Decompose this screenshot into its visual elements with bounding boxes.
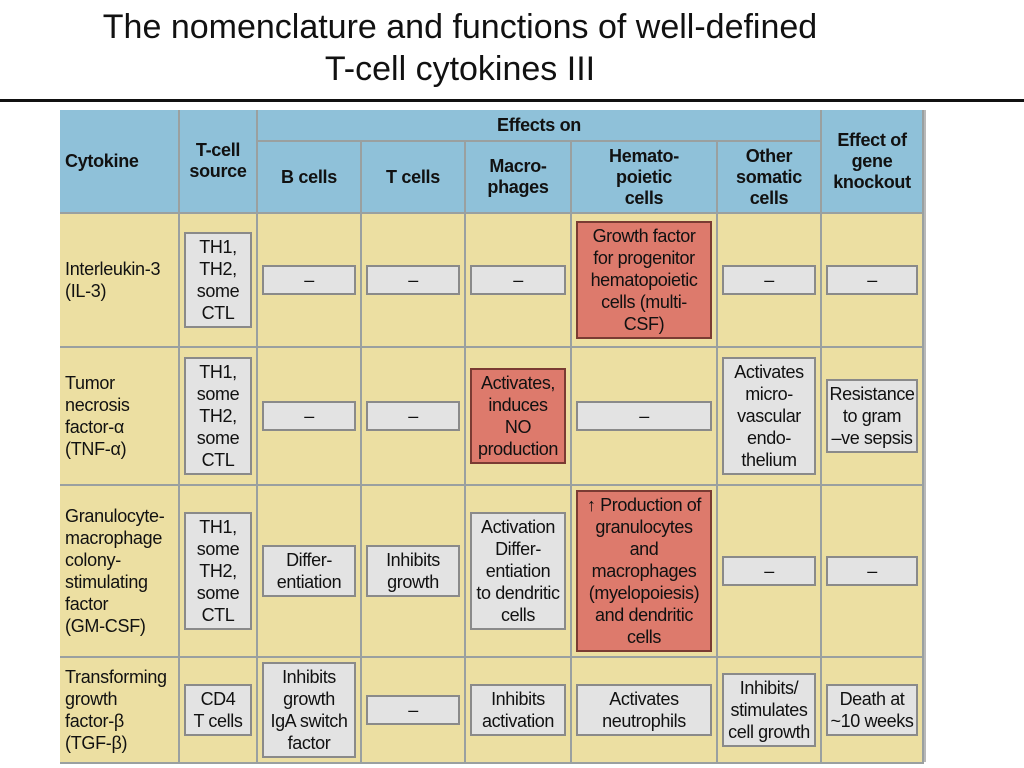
header-effects-on: Effects on: [258, 110, 822, 142]
table-row: [60, 658, 924, 764]
title-line-1: The nomenclature and functions of well-defined: [102, 8, 818, 46]
title-line-2: T-cell cytokines III: [324, 50, 596, 88]
cell-hematopoietic: Growth factor for progenitor hematopoietic cells (multi- CSF): [576, 221, 712, 339]
cell-source: CD4 T cells: [184, 684, 252, 736]
cell-knockout: –: [826, 265, 918, 295]
cell-other-somatic: –: [722, 265, 816, 295]
row-cytokine-label: Tumor necrosis factor-α (TNF-α): [60, 348, 180, 486]
cell-macrophages: Activation Differ- entiation to dendritic cells: [470, 512, 566, 630]
cell-t-cells: Inhibits growth: [366, 545, 460, 597]
cell-t-cells: –: [366, 695, 460, 725]
cell-hematopoietic: Activates neutrophils: [576, 684, 712, 736]
header-other-somatic: Other somatic cells: [718, 142, 822, 214]
row-cytokine-label: Interleukin-3 (IL-3): [60, 214, 180, 348]
row-cytokine-label: Transforming growth factor-β (TGF-β): [60, 658, 180, 764]
table-row: [60, 486, 924, 658]
header-cytokine: Cytokine: [60, 110, 180, 214]
cell-source: TH1, TH2, some CTL: [184, 232, 252, 328]
cell-other-somatic: Activates micro- vascular endo- thelium: [722, 357, 816, 475]
table-row: [60, 214, 924, 348]
cell-source: TH1, some TH2, some CTL: [184, 357, 252, 475]
cell-b-cells: –: [262, 401, 356, 431]
cell-knockout: Resistance to gram –ve sepsis: [826, 379, 918, 453]
cell-t-cells: –: [366, 401, 460, 431]
cell-hematopoietic: –: [576, 401, 712, 431]
cell-source: TH1, some TH2, some CTL: [184, 512, 252, 630]
header-hematopoietic: Hemato- poietic cells: [572, 142, 718, 214]
table-row: [60, 348, 924, 486]
cell-other-somatic: –: [722, 556, 816, 586]
cytokine-table-frame: [60, 110, 926, 762]
slide-title: [0, 6, 920, 90]
header-t-cells: T cells: [362, 142, 466, 214]
cell-b-cells: Inhibits growth IgA switch factor: [262, 662, 356, 758]
cell-macrophages: Activates, induces NO production: [470, 368, 566, 464]
cell-b-cells: Differ- entiation: [262, 545, 356, 597]
cytokine-table: [60, 110, 924, 764]
row-cytokine-label: Granulocyte- macrophage colony- stimulating factor (GM-CSF): [60, 486, 180, 658]
cell-t-cells: –: [366, 265, 460, 295]
cell-knockout: –: [826, 556, 918, 586]
header-gene-knockout: Effect of gene knockout: [822, 110, 924, 214]
cell-macrophages: –: [470, 265, 566, 295]
header-macrophages: Macro- phages: [466, 142, 572, 214]
cell-b-cells: –: [262, 265, 356, 295]
cell-other-somatic: Inhibits/ stimulates cell growth: [722, 673, 816, 747]
title-divider: [0, 99, 1024, 102]
header-tcell-source: T-cell source: [180, 110, 258, 214]
cell-hematopoietic: ↑ Production of granulocytes and macrophages (myelopoiesis) and dendritic cells: [576, 490, 712, 652]
cell-macrophages: Inhibits activation: [470, 684, 566, 736]
cell-knockout: Death at ~10 weeks: [826, 684, 918, 736]
header-b-cells: B cells: [258, 142, 362, 214]
